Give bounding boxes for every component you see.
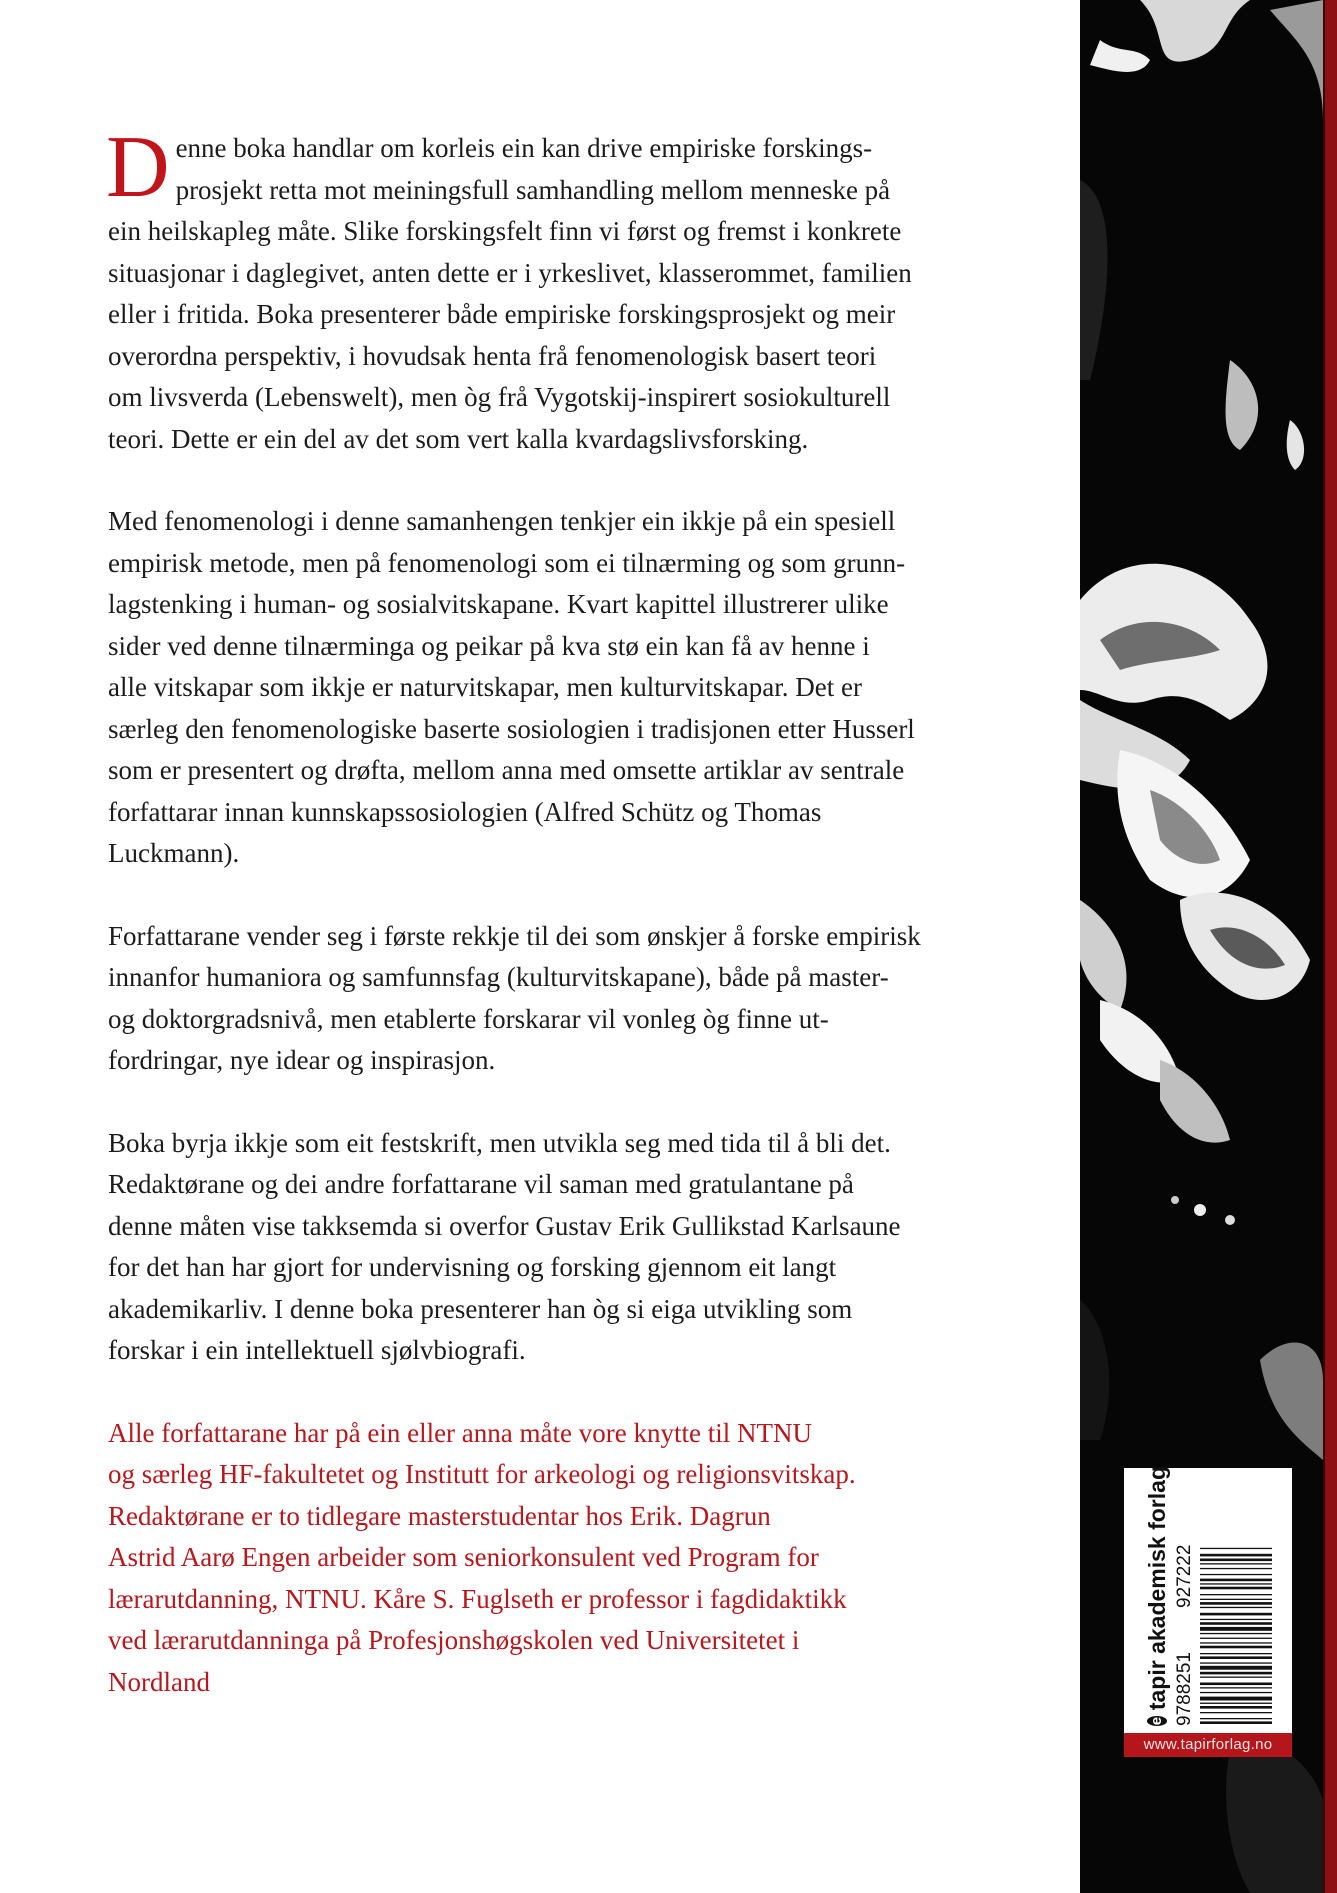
barcode-bar bbox=[1200, 1579, 1272, 1582]
isbn-part-2: 927222 bbox=[1174, 1544, 1195, 1608]
publisher-label bbox=[1142, 1466, 1172, 1726]
blurb-text bbox=[106, 119, 1008, 1744]
barcode-bar bbox=[1200, 1574, 1272, 1575]
barcode-bar bbox=[1200, 1677, 1272, 1678]
isbn-barcode-block bbox=[1124, 1468, 1292, 1752]
barcode-bar bbox=[1200, 1666, 1272, 1670]
isbn-numbers bbox=[1174, 1476, 1198, 1726]
barcode-bar bbox=[1200, 1554, 1272, 1557]
barcode-bar bbox=[1200, 1622, 1272, 1625]
publisher-url: www.tapirforlag.no bbox=[1124, 1733, 1292, 1757]
isbn-part-1: 9788251 bbox=[1174, 1652, 1195, 1726]
spine-red-edge bbox=[1323, 0, 1337, 1893]
barcode-bar bbox=[1200, 1587, 1272, 1590]
author-info-paragraph: Alle forfattarane har på ein eller anna måte vore knytte til NTNU og særleg HF-fakultetet og Institutt for arkeologi og religionsvitskap. Redaktørane er to tidlegare masterstudentar hos Erik. Dagrun Astrid Aarø Engen arbeider som seniorkonsulent ved Program for lærarutdanning, NTNU. Kåre S. Fuglseth er professor i fagdidaktikk ved lærarutdanninga på Profesjonshøgskolen ved Universitetet i Nordland bbox=[108, 1417, 856, 1697]
barcode-bar bbox=[1200, 1568, 1272, 1569]
barcode-bar bbox=[1200, 1683, 1272, 1686]
barcode-bar bbox=[1200, 1692, 1272, 1693]
barcode-bar bbox=[1200, 1559, 1272, 1562]
barcode-bar bbox=[1200, 1594, 1272, 1595]
barcode-bar bbox=[1200, 1638, 1272, 1639]
barcode-bar bbox=[1200, 1718, 1272, 1719]
paragraph-text: enne boka handlar om korleis ein kan drive empiriske forskings- prosjekt retta mot meiningsfull samhandling mellom menneske på ein heilskapleg måte. Slike forskingsfelt finn vi først og fremst i konkrete situasjonar i daglegivet, anten dette er i yrkeslivet, klasserommet, familien eller i fritida. Boka presenterer både empiriske forskingsprosjekt og meir overordna perspektiv, i hovudsak henta frå fenomenologisk basert teori om livsverda (Lebenswelt), men òg frå Vygotskij-inspirert sosiokulturell teori. Dette er ein del av det som vert kalla kvardagslivsforsking. bbox=[108, 133, 912, 454]
publisher-name: tapir akademisk forlag bbox=[1143, 1466, 1170, 1711]
barcode-bar bbox=[1200, 1706, 1272, 1709]
blurb-paragraph-1 bbox=[106, 119, 1008, 460]
barcode-bar bbox=[1200, 1607, 1272, 1608]
barcode-bar bbox=[1200, 1653, 1272, 1654]
barcode-bars bbox=[1200, 1470, 1272, 1726]
publisher-logo-icon: e bbox=[1148, 1716, 1165, 1726]
blurb-paragraph-3: Forfattarane vender seg i første rekkje til dei som ønskjer å forske empirisk innanfor humaniora og samfunnsfag (kulturvitskapane), både på master- og doktorgradsnivå, men etablerte forskarar vil vonleg òg finne ut- fordringar, nye idear og inspirasjon. bbox=[108, 920, 921, 1075]
barcode-bar bbox=[1200, 1599, 1272, 1600]
barcode-bar bbox=[1200, 1672, 1272, 1675]
spine-edge-line bbox=[1323, 0, 1325, 1893]
barcode-bar bbox=[1200, 1548, 1272, 1549]
barcode-bar bbox=[1200, 1642, 1272, 1643]
barcode-bar bbox=[1200, 1712, 1272, 1713]
barcode-bar bbox=[1200, 1721, 1272, 1724]
barcode-bar bbox=[1200, 1687, 1272, 1688]
barcode-bar bbox=[1200, 1662, 1272, 1663]
barcode-bar bbox=[1200, 1613, 1272, 1616]
blurb-paragraph-2: Med fenomenologi i denne samanhengen tenkjer ein ikkje på ein spesiell empirisk metode, men på fenomenologi som ei tilnærming og som grunn- lagstenking i human- og sosialvitskapane. Kvart kapittel illustrerer ulike sider ved denne tilnærminga og peikar på kva stø ein kan få av henne i alle vitskapar som ikkje er naturvitskapar, men kulturvitskapar. Det er særleg den fenomenologiske baserte sosiologien i tradisjonen etter Husserl som er presentert og drøfta, mellom anna med omsette artiklar av sentrale forfattarar innan kunnskapssosiologien (Alfred Schütz og Thomas Luckmann). bbox=[108, 506, 915, 868]
barcode-bar bbox=[1200, 1697, 1272, 1701]
blurb-paragraph-4: Boka byrja ikkje som eit festskrift, men utvikla seg med tida til å bli det. Redaktørane og dei andre forfattarane vil saman med gratulantane på denne måten vise takksemda si overfor Gustav Erik Gullikstad Karlsaune for det han har gjort for undervisning og forsking gjennom eit langt akademikarliv. I denne boka presenterer han òg si eiga utvikling som forskar i ein intellektuell sjølvbiografi. bbox=[108, 1127, 901, 1365]
barcode-rotated-group bbox=[1138, 1466, 1278, 1726]
drop-cap: D bbox=[106, 119, 170, 216]
barcode-bar bbox=[1200, 1602, 1272, 1605]
barcode-bar bbox=[1200, 1703, 1272, 1704]
barcode-bar bbox=[1200, 1633, 1272, 1634]
barcode-bar bbox=[1200, 1646, 1272, 1649]
barcode-bar bbox=[1200, 1563, 1272, 1564]
barcode-bar bbox=[1200, 1619, 1272, 1620]
barcode-bar bbox=[1200, 1583, 1272, 1584]
barcode-bar bbox=[1200, 1627, 1272, 1631]
barcode-bar bbox=[1200, 1656, 1272, 1659]
